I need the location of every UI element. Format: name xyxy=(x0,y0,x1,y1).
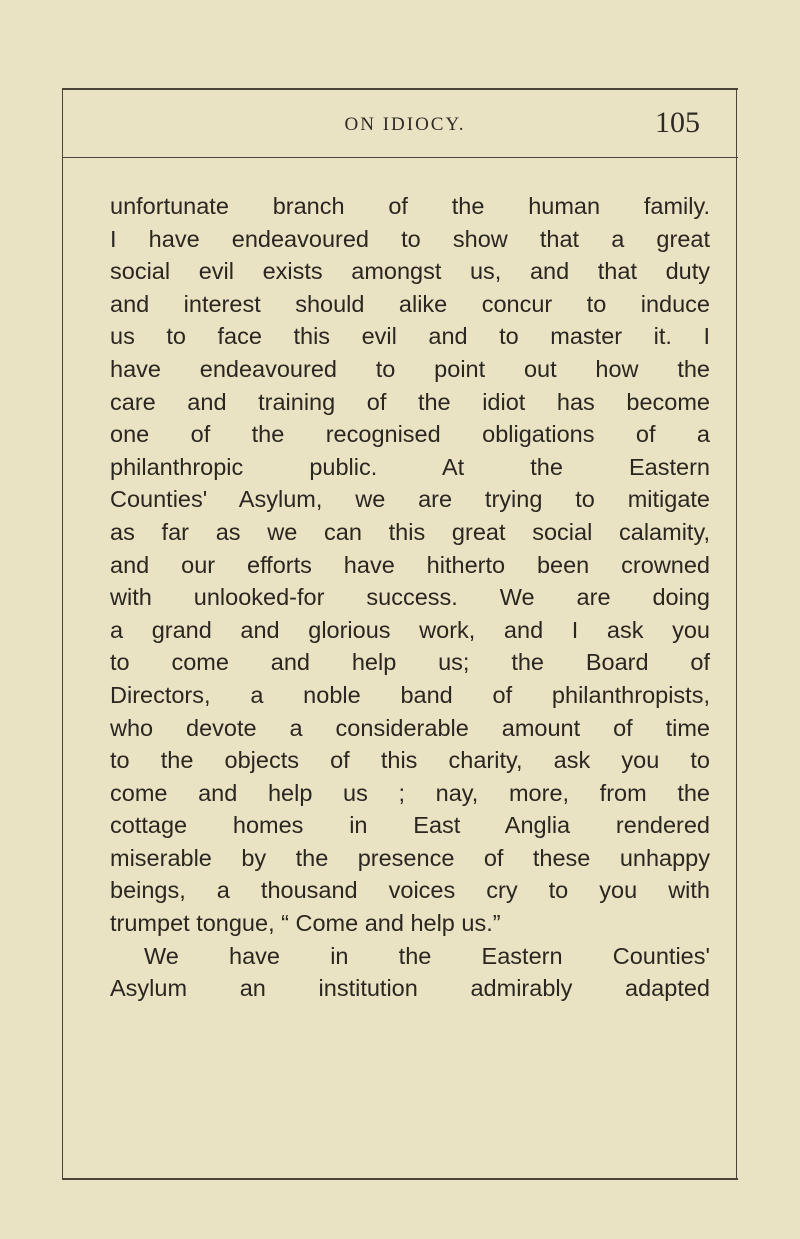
text-line: a grand and glorious work, and I ask you xyxy=(110,616,710,643)
body-text xyxy=(110,190,710,1005)
text-line: Counties' Asylum, we are trying to mitigate xyxy=(110,486,710,513)
text-line: who devote a considerable amount of time xyxy=(110,714,710,741)
running-title: ON IDIOCY. xyxy=(344,114,466,135)
text-line: Directors, a noble band of philanthropists, xyxy=(110,681,710,708)
page-header xyxy=(110,106,700,150)
text-line: us to face this evil and to master it. I xyxy=(110,323,710,350)
text-line: cottage homes in East Anglia rendered xyxy=(110,812,710,839)
text-line: We have in the Eastern Counties' xyxy=(144,942,710,969)
text-line: with unlooked-for success. We are doing xyxy=(110,584,710,611)
text-line: trumpet tongue, “ Come and help us.” xyxy=(110,910,501,937)
text-line: Asylum an institution admirably adapted xyxy=(110,975,710,1002)
text-line: care and training of the idiot has become xyxy=(110,388,710,415)
text-line: I have endeavoured to show that a great xyxy=(110,225,710,252)
left-border xyxy=(62,90,63,1180)
text-line: and our efforts have hitherto been crowned xyxy=(110,551,710,578)
text-line: come and help us ; nay, more, from the xyxy=(110,779,710,806)
text-line: as far as we can this great social calamity, xyxy=(110,518,710,545)
text-line: social evil exists amongst us, and that duty xyxy=(110,258,710,285)
text-line: one of the recognised obligations of a xyxy=(110,421,710,448)
text-line: and interest should alike concur to induce xyxy=(110,290,710,317)
top-rule xyxy=(62,88,738,90)
bottom-rule xyxy=(62,1178,738,1180)
text-line: philanthropic public. At the Eastern xyxy=(110,453,710,480)
text-line: to come and help us; the Board of xyxy=(110,649,710,676)
page-number: 105 xyxy=(655,106,700,139)
text-line: have endeavoured to point out how the xyxy=(110,355,710,382)
text-line: miserable by the presence of these unhappy xyxy=(110,844,710,871)
right-border xyxy=(736,90,737,1180)
text-line: beings, a thousand voices cry to you with xyxy=(110,877,710,904)
text-line: to the objects of this charity, ask you to xyxy=(110,747,710,774)
text-line: unfortunate branch of the human family. xyxy=(110,193,710,219)
header-rule xyxy=(62,157,738,158)
